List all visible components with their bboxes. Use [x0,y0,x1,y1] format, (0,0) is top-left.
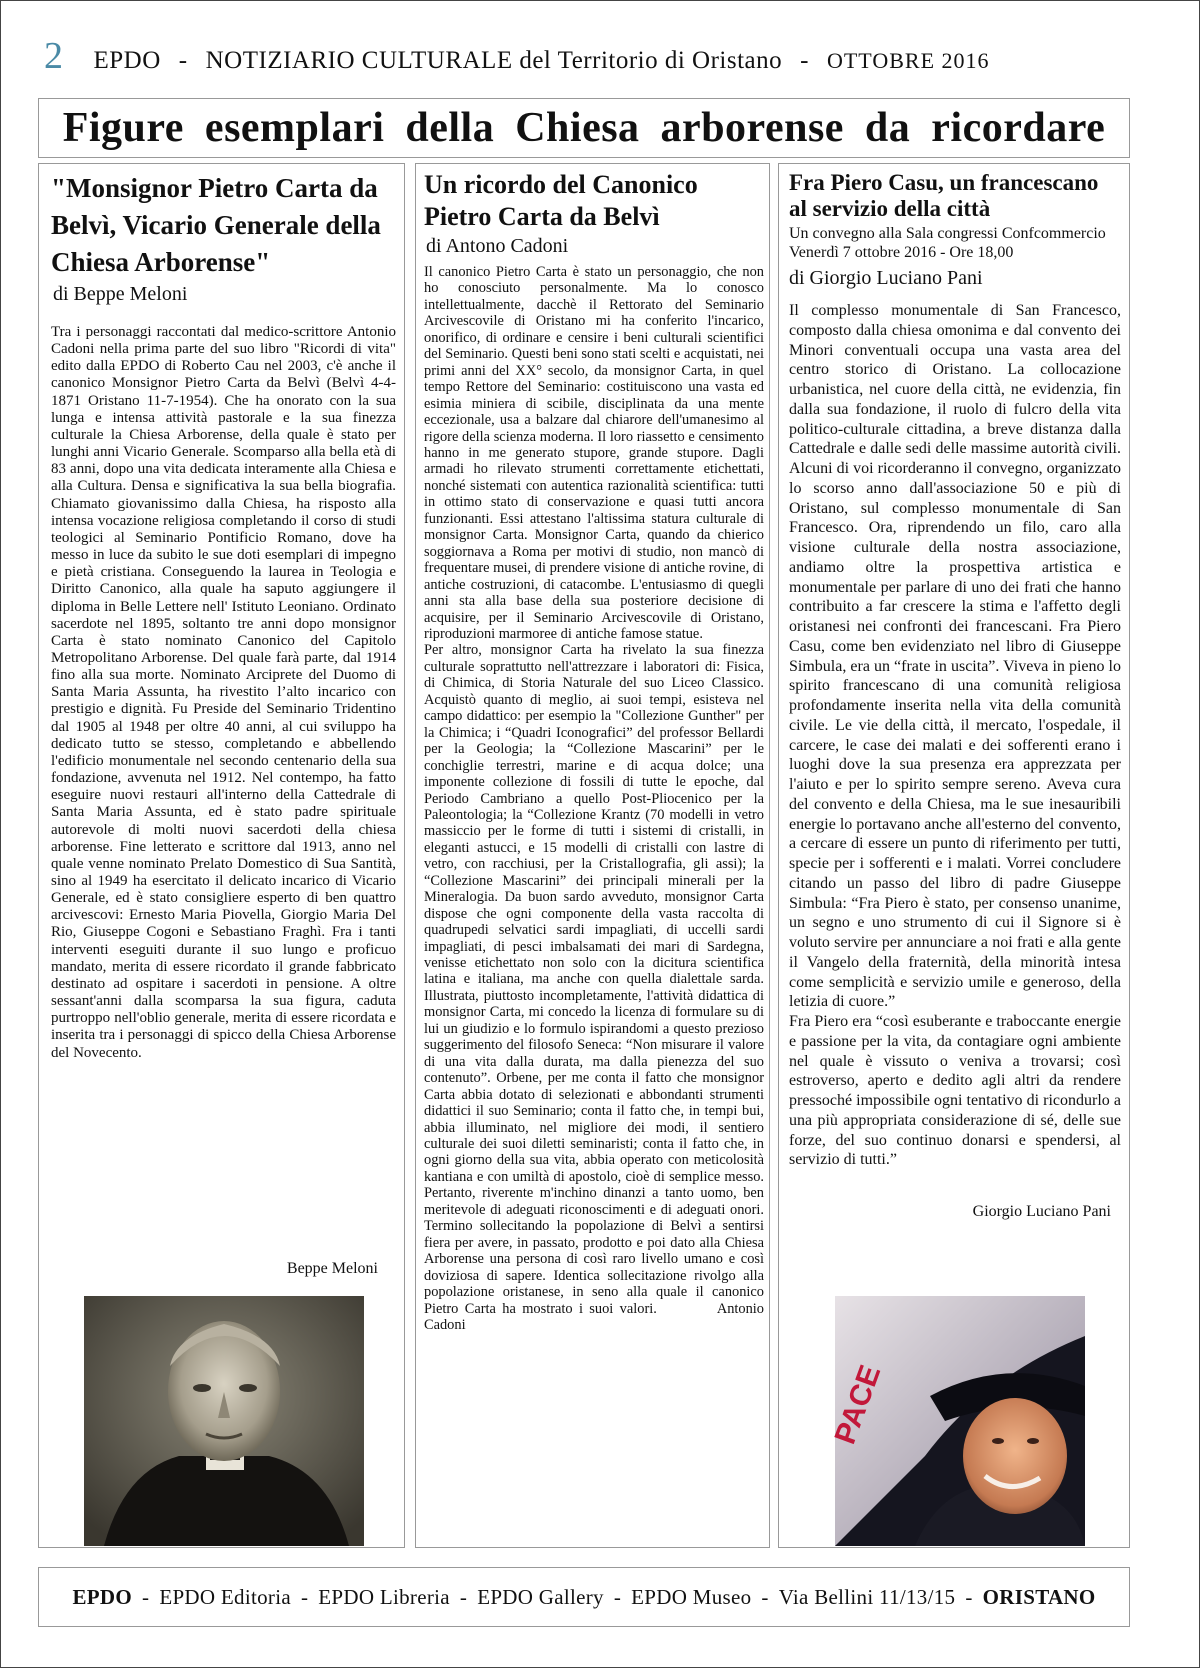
photo-fra-piero-casu [828,1296,1085,1546]
article2-paragraph-2 [424,642,764,1333]
article2-signature: Antonio Cadoni [424,1300,764,1333]
header-separator: - [178,47,188,74]
footer-item-epdo: EPDO [72,1584,133,1609]
photo-illustration [828,1296,1085,1546]
article1-paragraph: Tra i personaggi raccontati dal medico-scrittore Antonio Cadoni nella prima parte del suo libro "Ricordi di vita" edito dalla EPDO di Roberto Cau nel 2003, c'è anche il canonico Monsignor Pietro Carta da Belvì (Belvì 4-4-1871 Oristano 11-7-1954). Che ha onorato con la sua lunga e intensa attività pastorale e la sua finezza culturale la Chiesa Arborense, della quale è stato per lunghi anni Vicario Generale. Scomparso alla bella età di 83 anni, dopo una vita dedicata interamente alla Chiesa e alla Cultura. Densa e significativa la sua bella biografia. Chiamato giovanissimo dalla Chiesa, ha risposto alla intensa vocazione religiosa completando il corso di studi teologici al Seminario Pontificio Romano, dove ha messo in luce da subito le sue doti esemplari di impegno e pietà cristiana. Conseguendo la laurea in Teologia e Diritto Canonico, alla quale ha saputo aggiungere il diploma in Belle Lettere nell' Istituto Leoniano. Ordinato sacerdote nel 1895, soltanto tre anni dopo monsignor Carta è stato nominato Canonico del Capitolo Metropolitano Arborense. Del quale farà parte, dal 1914 fino alla sua morte. Nominato Arciprete del Duomo di Santa Maria Assunta, ha rivestito l’alto incarico con prestigio e dignità. Fu Preside del Seminario Tridentino dal 1905 al 1948 per oltre 40 anni, al cui sviluppo ha dedicato tutto se stesso, completando e abbellendo l'edificio monumentale nel secondo centenario della sua fondazione, avvenuta nel 1912. Nel contempo, ha fatto eseguire nuovi restauri all'interno della Cattedrale di Santa Maria Assunta, ed è stato padre spirituale autorevole di molti nuovi sacerdoti della chiesa arborense. Fine letterato e scrittore dal 1913, anno nel quale venne nominato Prelato Domestico di Sua Santità, sino al 1949 ha esercitato il delicato incarico di Vicario Generale, ed è stato consigliere esperto di ben quattro arcivescovi: Ernesto Maria Piovella, Giorgio Maria Del Rio, Giuseppe Cogoni e Sebastiano Fraghì. Fra i tanti interventi eseguiti durante il suo lungo e proficuo mandato, merita di essere ricordato il grande fabbricato destinato ad ospitare i sacerdoti in pensione. A oltre sessant'anni dalla scomparsa la sua figura, caduta purtroppo nell'oblio generale, merita di essere ricordata e inserita tra i personaggi di spicco della Chiesa Arborense del Novecento. [51,324,396,1061]
portrait-photo-pietro-carta [84,1296,364,1546]
main-title-box [38,98,1130,158]
article1-title: "Monsignor Pietro Carta da Belvì, Vicario Generale della Chiesa Arborense" [51,173,381,277]
article1-body [51,324,396,1062]
article1-byline: di Beppe Meloni [53,283,188,305]
article3-subtitle-line-1: Un convegno alla Sala congressi Confcommercio [789,225,1106,242]
article3-signature: Giorgio Luciano Pani [972,1203,1111,1220]
publication-subtitle: NOTIZIARIO CULTURALE del Territorio di Oristano [205,47,783,74]
header-separator: - [800,47,809,74]
footer-item-museo: EPDO Museo [631,1584,752,1609]
article3-paragraph-1: Il complesso monumentale di San Francesco, composto dalla chiesa omonima e dal convento dei Minori conventuali occupa una vasta area del centro storico di Oristano. La collocazione urbanistica, nel cuore della città, ne evidenzia, fin dalla sua fondazione, il ruolo di fulcro della vita politico-culturale cittadina, a breve distanza dalla Cattedrale e dalle sedi delle massime autorità civili. Alcuni di voi ricorderanno il convegno, organizzato lo scorso anno dall'associazione 50 e più di Oristano, sul complesso monumentale di San Francesco. Ora, riprendendo un filo, caro alla visione culturale della nostra associazione, andiamo oltre la prospettiva artistica e monumentale per parlare di uno dei frati che hanno contribuito a far crescere la stima e l'affetto degli oristanesi nei confronti dei francescani. Fra Piero Casu, come ben evidenziato nel libro di Giuseppe Simbula, era un “frate in uscita”. Viveva in pieno lo spirito francescano di una comunità religiosa profondamente inserita nella vita della comunità civile. Le vie della città, il mercato, l'ospedale, il carcere, le case dei malati e dei sofferenti erano i luoghi dove la sua presenza era apprezzata per l'aiuto e per lo spirito sempre sereno. Aveva cura del convento e della Chiesa, ma le sue inesauribili energie lo portavano anche all'esterno del convento, a cercare di essere un punto di riferimento per tutti, specie per i sofferenti e i malati. Vorrei concludere citando un passo del libro di padre Giuseppe Simbula: “Fra Piero è stato, per consenso unanime, un segno e uno strumento di cui il Signore si è voluto servire per annunciare a noi frati e alla gente il Vangelo della fraternità, della minorità intesa come semplicità e servizio umile e generoso, della letizia di cuore.” [789,302,1121,1011]
footer-bar [38,1567,1130,1627]
article-column-1 [38,163,405,1548]
article3-subtitle-line-2: Venerdì 7 ottobre 2016 - Ore 18,00 [789,244,1014,261]
article1-signature: Beppe Meloni [286,1260,378,1277]
article2-body [424,264,764,1333]
footer-item-address: Via Bellini 11/13/15 [778,1584,956,1609]
article-column-2 [415,163,770,1548]
page-number: 2 [44,35,64,77]
flag-word: PACE [828,1360,888,1449]
main-title: Figure esemplari della Chiesa arborense da ricordare [62,105,1106,151]
article3-byline: di Giorgio Luciano Pani [789,267,983,289]
footer-item-editoria: EPDO Editoria [159,1584,291,1609]
article3-body [789,301,1121,1170]
article2-paragraph-2-text: Per altro, monsignor Carta ha rivelato la sua finezza culturale soprattutto nell'attrezzare i laboratori di: Fisica, di Chimica, di Storia Naturale del suo Liceo Classico. Acquistò quanto di meglio, ai suoi tempi, esisteva nel campo didattico: per esempio la "Collezione Gunther" per la Chimica; i “Quadri Iconografici” del professor Bellardi per la Geologia; la “Collezione Mascarini” per le conchiglie terrestri, marine e di acqua dolce; una imponente collezione di fossili di tutte le epoche, dal Periodo Cambriano a quello Post-Pliocenico per la Paleontologia; la “Collezione Krantz (70 modelli in vetro massiccio per le forme di tutti i sistemi di cristalli, in eleganti astucci, e 15 modelli di cristalli con lastre di vetro, con racchiusi, per la Cristallografia, gli assi); la “Collezione Mascarini” dei principali minerali per la Mineralogia. Da buon sardo avveduto, monsignor Carta dispose che ogni componente della vasta raccolta di quadrupedi selvatici sardi impagliati, di uccelli sardi impagliati, di pesci imbalsamati dei mari di Sardegna, venisse etichettato non solo con la dicitura scientifica latina e italiana, ma anche con quella dialettale sarda. Illustrata, piuttosto incompletamente, l'attività didattica di monsignor Carta, mi concedo la licenza di formulare su di lui un giudizio e lo formulo ispirandomi a questo prezioso suggerimento del filosofo Seneca: “Non misurare il valore di una vita dalla durata, ma dalla pienezza del suo contenuto”. Orbene, per me conta il fatto che monsignor Carta abbia dotato di selezionati e abbondanti strumenti didattici il suo Seminario; conta il fatto che, in tempi bui, abbia illuminato, nel migliore dei modi, il sentiero culturale dei suoi diletti seminaristi; conta il fatto che, in ogni giorno della sua vita, abbia operato con meticolosità kantiana e con umiltà di apostolo, cioè di semplice messo. Pertanto, riverente m'inchino dinanzi a tanto uomo, ben meritevole di adeguati riconoscimenti e di adeguati onori. Termino sollecitando la popolazione di Belvì a sentirsi fiera per avere, in passato, prodotto e poi dato alla Chiesa Arborense una persona di così raro livello umano e così doviziosa di sapere. Identica sollecitazione rivolgo alla popolazione oristanese, in seno alla quale il canonico Pietro Carta ha mostrato i suoi valori. [424,642,764,1317]
footer-separator: - [965,1584,973,1609]
issue-date: OTTOBRE 2016 [826,48,990,73]
article3-title: Fra Piero Casu, un francescano al servizio della città [789,170,1099,221]
article-column-3 [778,163,1130,1548]
article2-paragraph-1: Il canonico Pietro Carta è stato un personaggio, che non ho conosciuto personalmente. Ma lo conosco intellettualmente, dacchè il Rettorato del Seminario Arcivescovile di Oristano mi ha conferito l'incarico, onorifico, di ordinare e censire i beni culturali scientifici del Seminario. Questi beni sono stati scelti e acquistati, nei primi anni del XX° secolo, da monsignor Carta, in quel tempo Rettore del Seminario: costituiscono una vasta ed esimia miniera di scibile, disciplinata da una mente eccezionale, usa a balzare dal chiarore dell'umanesimo al rigore della scienza moderna. Il loro riassetto e censimento hanno in me generato stupore, grande stupore. Dagli armadi ho rilevato strumenti correttamente etichettati, nonché sistemati con autentica razionalità scientifica: tutti in ottimo stato di conservazione e quasi tutti ancora funzionanti. Essi attestano l'altissima statura culturale di monsignor Carta. Monsignor Carta, quando da chierico soggiornava a Roma per motivi di studio, non mancò di frequentare musei, di prendere visione di antiche rovine, di antiche costruzioni, di catacombe. L'entusiasmo di quegli anni sta alla base della sua posteriore decisione di acquisire, per il Seminario Arcivescovile di Oristano, riproduzioni marmoree di antiche famose statue. [424,264,764,642]
footer-separator: - [761,1584,769,1609]
footer-item-libreria: EPDO Libreria [318,1584,450,1609]
article2-byline: di Antono Cadoni [426,235,569,257]
article3-paragraph-2: Fra Piero era “così esuberante e traboccante energie e passione per la vita, da contagiare ogni ambiente nel quale è vissuto o veniva a trovarsi; così estroverso, aperto e dedito agli altri da rendere pressoché impossibile ogni tentativo di ricondurlo a una più appropriata considerazione di sé, delle sue forze, del suo continuo donarsi e spendersi, al servizio di tutti.” [789,1013,1121,1169]
footer-separator: - [459,1584,468,1609]
publication-name: EPDO [93,47,161,74]
footer-item-gallery: EPDO Gallery [477,1584,604,1609]
footer-separator: - [142,1584,150,1609]
article3-subtitle [789,224,1121,262]
footer-separator: - [300,1584,309,1609]
portrait-illustration [84,1296,364,1546]
footer-item-city: ORISTANO [982,1584,1096,1609]
running-header [44,34,1164,77]
article2-title: Un ricordo del Canonico Pietro Carta da Belvì [424,170,698,231]
footer-separator: - [613,1584,622,1609]
